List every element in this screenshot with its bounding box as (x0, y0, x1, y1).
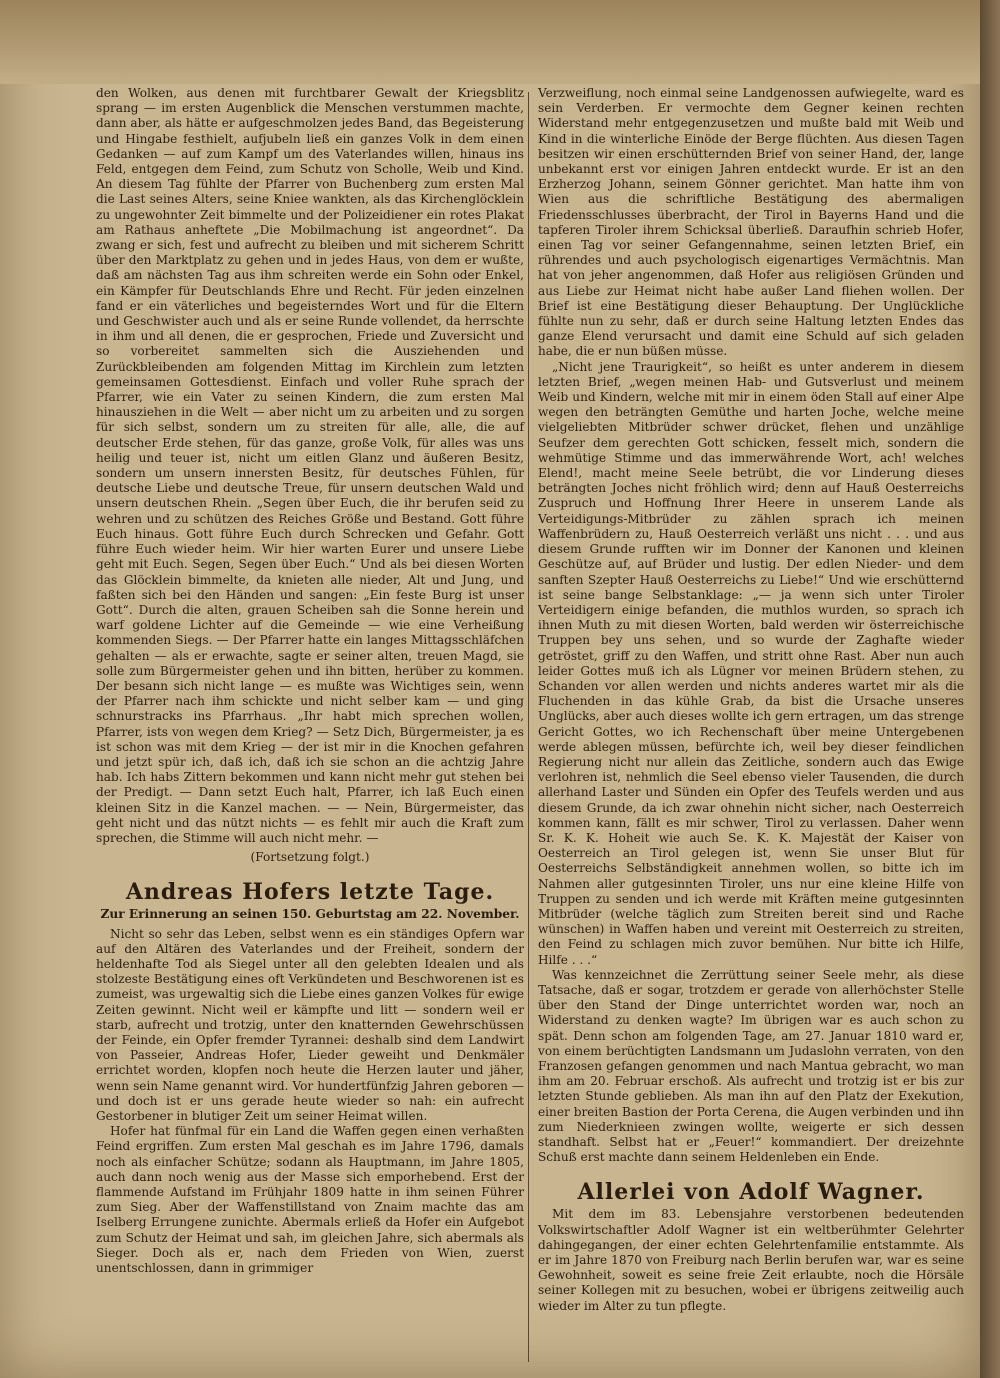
continuation-note: (Fortsetzung folgt.) (250, 850, 370, 865)
page-edge (980, 0, 1000, 1378)
hofer-paragraph-2: Hofer hat fünfmal für ein Land die Waffen gegen einen verhaßten Feind ergriffen. Zum ersten Mal geschah es im Jahre 1796, damals noch als einfacher Schütze; sodann als Hauptmann, im Jahre 1805, auch dann noch wenig aus der Masse sich emporhebend. Erst der flammende Aufstand im Frühjahr 1809 hatte in ihm seinen Führer zum Sieg. Aber der Waffenstillstand von Znaim machte das am Iselberg Errungene zunichte. Abermals erließ da Hofer ein Aufgebot zum Schutz der Heimat und sah, im gleichen Jahre, sich abermals als Sieger. Doch als er, nach dem Frieden von Wien, zuerst unentschlossen, dann in grimmiger (96, 1124, 524, 1276)
hofer-letter-paragraph: „Nicht jene Traurigkeit“, so heißt es unter anderem in diesem letzten Brief, „wegen meinen Hab- und Gutsverlust und meinem Weib und Kindern, welche mit mir in einem öden Stall auf einer Alpe wegen den beträngten Gemüthe und harten Joche, welche meine vielgeliebten Mitbrüder schwer drücket, flehen und unzählige Seufzer dem gerechten Gott schicken, fesselt mich, sondern die wehmütige Stimme und das immerwährende Wort, ach! welches Elend!, macht meine Seele betrübt, die vor Linderung dieses beträngten Joches nicht fröhlich wird; denn auf Hauß Oesterreichs Zuspruch und Hoffnung Ihrer Heere in unserem Lande als Verteidigungs-Mitbrüder zu zählen sprach ich meinen Waffenbrüdern zu, Hauß Oesterreich verläßt uns nicht . . . und aus diesem Grunde rufften wir im Donner der Kanonen und kleinen Geschütze auf, auf Brüder und lustig. Der edlen Nieder- und dem sanften Szepter Hauß Oesterreichs zu Liebe!“ Und wie erschütternd ist seine bange Selbstanklage: „— ja wenn sich unter Tiroler Verteidigern einige befanden, die muthlos wurden, so sprach ich ihnen Muth zu mit diesen Worten, bald werden wir österreichische Truppen bey uns sehen, und so wurde der Zaghafte wieder getröstet, griff zu den Waffen, und stritt ohne Rast. Aber nun auch leider Gottes muß ich als Lügner vor meinen Brüdern stehen, zu Schanden vor allen werden und nichts anderes wartet mir als die Fluchenden in das kühle Grab, da bist die Ursache unseres Unglücks, aber auch dieses wollte ich gern ertragen, um das strenge Gericht Gottes, wo ich Rechenschaft über meine Untergebenen werde ablegen müssen, befürchte ich, weil bey dieser feindlichen Regierung nicht nur allein das Zeitliche, sondern auch das Ewige verlohren ist, nehmlich die Seel ebenso vieler Tausenden, die durch allerhand Laster und Sünden ein Opfer des Teufels werden und aus diesem Grunde, da ich zwar ohnehin nicht sicher, nach Oesterreich kommen kann, fällt es mir schwer, Tirol zu verlassen. Daher wenn Sr. K. K. Hoheit wie auch Se. K. K. Majestät der Kaiser von Oesterreich an Tirol gelegen ist, wenn Sie unser Blut für Oesterreichs Selbständigkeit annehmen wollen, so bitte ich im Nahmen aller gutgesinnten Tiroler, uns nur eine kleine Hilfe von Truppen zu senden und ich werde mit Kräften meine gutgesinnten Mitbrüder (welche täglich zum Streiten bereit sind und Rache wünschen) in Waffen haben und vereint mit Oesterreich zu streiten, den Feind zu schlagen mich zuvor bemühen. Nur bitte ich Hilfe, Hilfe . . .“ (538, 359, 964, 967)
wagner-paragraph: Mit dem im 83. Lebensjahre verstorbenen bedeutenden Volkswirtschaftler Adolf Wagner ist ein weltberühmter Gelehrter dahingegangen, der einer echten Gelehrtenfamilie entstammte. Als er im Jahre 1870 von Freiburg nach Berlin berufen war, war es seine Gewohnheit, soweit es seine freie Zeit erlaubte, noch die Hörsäle seiner Kollegen mit zu besuchen, wobei er übrigens zeitweilig auch wieder im Alter zu tun pflegte. (538, 1207, 964, 1313)
hofer-paragraph-1: Nicht so sehr das Leben, selbst wenn es ein ständiges Opfern war auf den Altären des Vaterlandes und der Freiheit, sondern der heldenhafte Tod als Siegel unter all den gelebten Idealen und als stolzeste Bestätigung eines oft Verkündeten und Beschworenen ist es zumeist, was urgewaltig sich die Liebe eines ganzen Volkes für ewige Zeiten gewinnt. Nicht weil er kämpfte und litt — sondern weil er starb, aufrecht und trotzig, unter den knatternden Gewehrschüssen der Feinde, ein Opfer fremder Tyrannei: deshalb sind dem Landwirt von Passeier, Andreas Hofer, Lieder geweiht und Denkmäler errichtet worden, klopfen noch heute die Herzen lauter und jäher, wenn sein Name genannt wird. Vor hundertfünfzig Jahren geboren — und doch ist er uns gerade heute wieder so nah: ein aufrecht Gestorbener in blutiger Zeit um seiner Heimat willen. (96, 926, 524, 1123)
page-top-band (0, 0, 980, 84)
hofer-cont-paragraph-3: Was kennzeichnet die Zerrüttung seiner Seele mehr, als diese Tatsache, daß er sogar, trotzdem er gerade von allerhöchster Stelle über den Stand der Dinge unterrichtet worden war, noch an Widerstand zu denken wagte? Im übrigen war es auch schon zu spät. Denn schon am folgenden Tage, am 27. Januar 1810 ward er, von einem berüchtigten Landsmann um Judaslohn verraten, von den Franzosen gefangen genommen und nach Mantua gebracht, wo man ihm am 20. Februar erschoß. Als aufrecht und trotzig ist er bis zur letzten Stunde geblieben. Als man ihn auf den Platz der Exekution, einer breiten Bastion der Porta Cerena, die Augen verbinden und ihn zum Niederknieen zwingen wollte, weigerte er sich dessen standhaft. Selbst hat er „Feuer!“ kommandiert. Der dreizehnte Schuß erst machte dann seinem Heldenleben ein Ende. (538, 967, 964, 1165)
hofer-cont-paragraph-1: Verzweiflung, noch einmal seine Landgenossen aufwiegelte, ward es sein Verderben. Er vermochte dem Gegner keinen rechten Widerstand mehr entgegenzusetzen und mußte bald mit Weib und Kind in die winterliche Einöde der Berge flüchten. Aus diesen Tagen besitzen wir einen erschütternden Brief von seiner Hand, der, lange unbekannt erst vor einigen Jahren entdeckt wurde. Er ist an den Erzherzog Johann, seinem Gönner gerichtet. Man hatte ihm von Wien aus die schriftliche Bestätigung des abermaligen Friedensschlusses überbracht, der Tirol in Bayerns Hand und die tapferen Tiroler ihrem Schicksal überließ. Daraufhin schrieb Hofer, einen Tag vor seiner Gefangennahme, seinen letzten Brief, ein rührendes und auch psychologisch eigenartiges Vermächtnis. Man hat von jeher angenommen, daß Hofer aus religiösen Gründen und aus Liebe zur Heimat nicht habe außer Land fliehen wollen. Der Brief ist eine Bestätigung dieser Behauptung. Der Unglückliche fühlte nun zu sehr, daß er durch seine Haltung letzten Endes das ganze Elend verursacht und damit eine Schuld auf sich geladen habe, die er nun büßen müsse. (538, 86, 964, 359)
hofer-article-subtitle: Zur Erinnerung an seinen 150. Geburtstag am 22. November. (100, 907, 520, 922)
hofer-article-title: Andreas Hofers letzte Tage. (125, 879, 495, 906)
wagner-article-title: Allerlei von Adolf Wagner. (577, 1179, 925, 1206)
left-column (96, 86, 524, 1276)
right-column (538, 86, 964, 1314)
column-divider (528, 92, 529, 1362)
story-paragraph: den Wolken, aus denen mit furchtbarer Gewalt der Kriegsblitz sprang — im ersten Augenblick die Menschen verstummen machte, dann aber, als hätte er aufgeschmolzen jedes Band, das Begeisterung und Hingabe festhielt, aufjubeln ließ ein ganzes Volk in dem einen Gedanken — auf zum Kampf um des Vaterlandes willen, hinaus ins Feld, entgegen dem Feind, zum Schutz von Scholle, Weib und Kind. An diesem Tag fühlte der Pfarrer von Buchenberg zum ersten Mal die Last seines Alters, seine Kniee wankten, als das Kirchenglöcklein zu ungewohnter Zeit bimmelte und der Polizeidiener ein rotes Plakat am Rathaus anheftete „Die Mobilmachung ist angeordnet“. Da zwang er sich, fest und aufrecht zu bleiben und mit sicherem Schritt über den Marktplatz zu gehen und in jedes Haus, von dem er wußte, daß am nächsten Tag aus ihm schreiten werde ein Sohn oder Enkel, ein Kämpfer für Deutschlands Ehre und Recht. Für jeden einzelnen fand er ein väterliches und begeisterndes Wort und für die Eltern und Geschwister auch und als er seine Runde vollendet, da herrschte in ihm und all denen, die er gesprochen, Friede und Zuversicht und so vorbereitet sammelten sich die Ausziehenden und Zurückbleibenden am folgenden Mittag im Kirchlein zum letzten gemeinsamen Gottesdienst. Einfach und voller Ruhe sprach der Pfarrer, wie ein Vater zu seinen Kindern, die zum ersten Mal hinausziehen in die Welt — aber nicht um zu arbeiten und zu sorgen für sich selbst, sondern um zu streiten für alle, alle, die auf deutscher Erde stehen, für das ganze, große Volk, für alles was uns heilig und teuer ist, nicht um eitlen Glanz und äußeren Besitz, sondern um unsern innersten Besitz, für deutsches Fühlen, für deutsche Liebe und deutsche Treue, für unsern deutschen Wald und unsern deutschen Rhein. „Segen über Euch, die ihr berufen seid zu wehren und zu schützen des Reiches Größe und Bestand. Gott führe Euch hinaus. Gott führe Euch durch Schrecken und Gefahr. Gott führe Euch wieder heim. Wir hier warten Eurer und unsere Liebe geht mit Euch. Segen, Segen über Euch.“ Und als bei diesen Worten das Glöcklein bimmelte, da knieten alle nieder, Alt und Jung, und faßten sich bei den Händen und sangen: „Ein feste Burg ist unser Gott“. Durch die alten, grauen Scheiben sah die Sonne herein und warf goldene Lichter auf die Gemeinde — wie eine Verheißung kommenden Siegs. — Der Pfarrer hatte ein langes Mittagsschläfchen gehalten — als er erwachte, sagte er seiner alten, treuen Magd, sie solle zum Bürgermeister gehen und ihn bitten, herüber zu kommen. Der besann sich nicht lange — es mußte was Wichtiges sein, wenn der Pfarrer nach ihm schickte und nicht selber kam — und ging schnurstracks ins Pfarrhaus. „Ihr habt mich sprechen wollen, Pfarrer, ists von wegen dem Krieg? — Setz Dich, Bürgermeister, ja es ist schon was mit dem Krieg — der ist mir in die Knochen gefahren und jetzt spür ich, daß ich, daß ich sie schon an die achtzig Jahre hab. Ich habs Zittern bekommen und kann nicht mehr gut stehen bei der Predigt. — Dann setzt Euch halt, Pfarrer, ich laß Euch einen kleinen Sitz in die Kanzel machen. — — Nein, Bürgermeister, das geht nicht und das nützt nichts — es fehlt mir auch die Kraft zum sprechen, die Stimme will auch nicht mehr. — (96, 86, 524, 845)
